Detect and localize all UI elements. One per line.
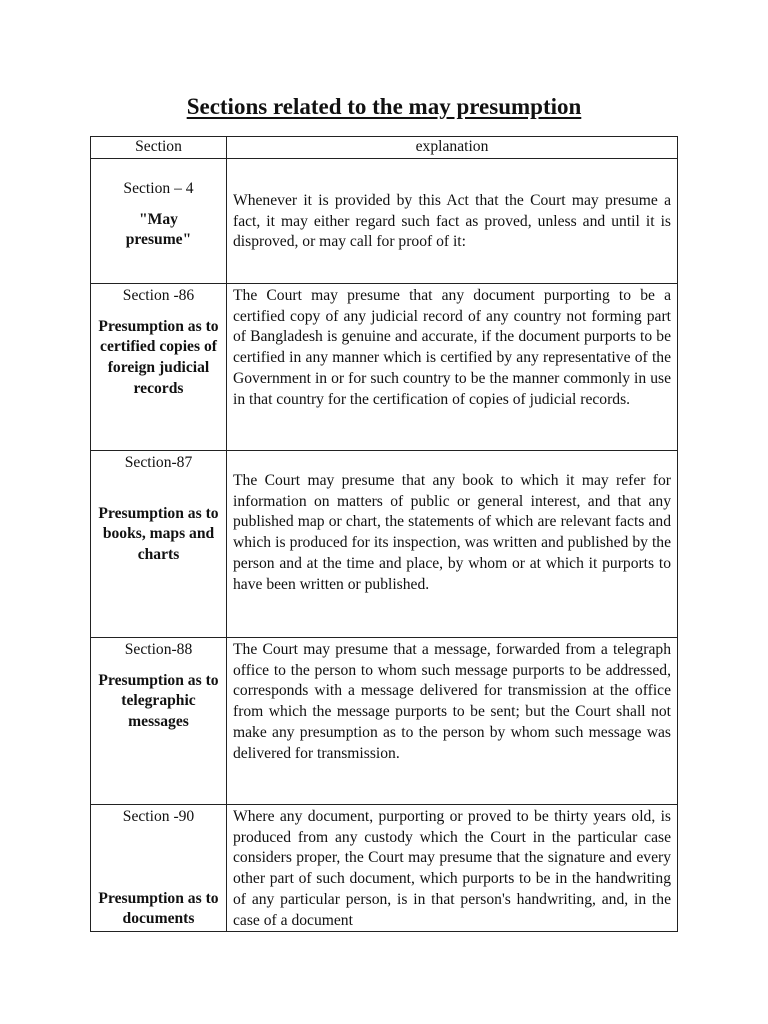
header-explanation: explanation <box>227 137 678 159</box>
section-description: "May presume" <box>125 210 192 249</box>
section-cell <box>91 804 227 931</box>
explanation-cell <box>227 450 678 637</box>
section-number: Section-87 <box>124 453 193 471</box>
section-description: Presumption as to certified copies of foreign judicial records <box>98 317 219 397</box>
section-cell <box>91 158 227 283</box>
explanation-cell <box>227 283 678 450</box>
section-number: Section -86 <box>122 286 195 304</box>
section-cell <box>91 450 227 637</box>
document-title: Sections related to the may presumption <box>186 94 582 119</box>
explanation-text: The Court may presume that a message, forwarded from a telegraph office to the person to whom such message purports to be addressed, corresponds with a message delivered for transmission at the office from which the message purports to be sent; but the Court shall not make any presumption as to the person by whom such message was delivered for transmission. <box>233 640 671 762</box>
table-row <box>91 158 678 283</box>
section-cell <box>91 637 227 804</box>
section-description: Presumption as to books, maps and charts <box>98 504 219 564</box>
explanation-text: The Court may presume that any book to which it may refer for information on matters of public or general interest, and that any published map or chart, the statements of which are relevant facts and which is produced for its inspection, was written and published by the person and at the time and place, by whom or at which it purports to have been written or published. <box>233 471 671 593</box>
explanation-cell <box>227 637 678 804</box>
section-description: Presumption as to telegraphic messages <box>98 671 219 731</box>
table-header-row <box>91 137 678 159</box>
section-cell <box>91 283 227 450</box>
table-row <box>91 637 678 804</box>
section-number: Section – 4 <box>123 179 194 197</box>
header-section: Section <box>91 137 227 159</box>
explanation-text: Whenever it is provided by this Act that the Court may presume a fact, it may either regard such fact as proved, unless and until it is disproved, or may call for proof of it: <box>233 191 671 251</box>
table-row <box>91 804 678 931</box>
table-row <box>91 450 678 637</box>
section-description: Presumption as to documents <box>98 889 219 928</box>
explanation-cell <box>227 804 678 931</box>
explanation-text: Where any document, purporting or proved to be thirty years old, is produced from any custody which the Court in the particular case considers proper, the Court may presume that the signature and every other part of such document, which purports to be in the handwriting of any particular person, is in that person's handwriting, and, in the case of a document <box>233 807 671 929</box>
table-row <box>91 283 678 450</box>
section-number: Section-88 <box>124 640 193 658</box>
section-number: Section -90 <box>122 807 195 825</box>
explanation-cell <box>227 158 678 283</box>
sections-table <box>90 136 678 932</box>
explanation-text: The Court may presume that any document purporting to be a certified copy of any judicial record of any country not forming part of Bangladesh is genuine and accurate, if the document purports to be certified in any manner which is certified by any representative of the Government in or for such country to be the manner commonly in use in that country for the certification of copies of judicial records. <box>233 286 671 408</box>
